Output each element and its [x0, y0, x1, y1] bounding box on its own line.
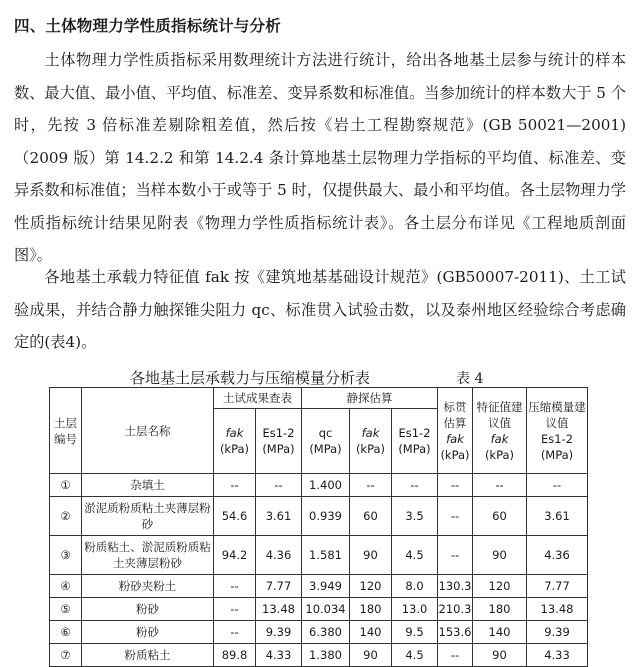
cell-qc: 0.939 — [302, 497, 350, 536]
header-cpt-fak-unit: (kPa) — [355, 442, 386, 456]
cell-lab-es: 13.48 — [256, 598, 302, 621]
cell-rec-es: 3.61 — [527, 497, 588, 536]
header-lab-fak — [214, 409, 256, 474]
header-lab-fak-sym: fak — [225, 426, 244, 440]
header-lab-fak-unit: (kPa) — [219, 442, 250, 456]
header-qc-unit: (MPa) — [309, 442, 342, 456]
cell-cpt-es: 13.0 — [392, 598, 438, 621]
header-lab-group: 土试成果查表 — [214, 388, 302, 409]
cell-layer-no: ② — [50, 497, 82, 536]
cell-lab-es: 9.39 — [256, 621, 302, 644]
table-row — [50, 644, 588, 667]
cell-cpt-es: 4.5 — [392, 644, 438, 667]
cell-rec-fak: 90 — [473, 644, 527, 667]
cell-cpt-fak: -- — [350, 474, 392, 497]
cell-lab-es: -- — [256, 474, 302, 497]
table-number: 表 4 — [456, 371, 484, 387]
cell-layer-name: 粉砂夹粉土 — [82, 575, 214, 598]
header-rec-fak — [473, 388, 527, 474]
cell-cpt-es: -- — [392, 474, 438, 497]
cell-rec-es: -- — [527, 474, 588, 497]
cell-layer-no: ④ — [50, 575, 82, 598]
cell-spt-fak: -- — [438, 497, 473, 536]
section-heading: 四、土体物理力学性质指标统计与分析 — [14, 16, 281, 35]
cell-cpt-es: 3.5 — [392, 497, 438, 536]
cell-rec-es: 4.33 — [527, 644, 588, 667]
cell-layer-name: 淤泥质粉质粘土夹薄层粉砂 — [82, 497, 214, 536]
cell-spt-fak: 153.6 — [438, 621, 473, 644]
cell-rec-es: 9.39 — [527, 621, 588, 644]
cell-rec-fak: -- — [473, 474, 527, 497]
cell-lab-fak: -- — [214, 598, 256, 621]
cell-lab-fak: 54.6 — [214, 497, 256, 536]
cell-cpt-fak: 120 — [350, 575, 392, 598]
header-layer-name: 土层名称 — [82, 388, 214, 474]
cell-rec-fak: 90 — [473, 536, 527, 575]
header-rec-fak-unit: (kPa) — [484, 447, 515, 462]
cell-lab-fak: 94.2 — [214, 536, 256, 575]
cell-cpt-es: 8.0 — [392, 575, 438, 598]
table-row — [50, 474, 588, 497]
cell-lab-es: 7.77 — [256, 575, 302, 598]
cell-layer-no: ③ — [50, 536, 82, 575]
cell-cpt-es: 4.5 — [392, 536, 438, 575]
cell-spt-fak: 210.3 — [438, 598, 473, 621]
header-lab-es — [256, 409, 302, 474]
header-lab-es-unit: (MPa) — [262, 442, 295, 456]
cell-rec-fak: 180 — [473, 598, 527, 621]
cell-qc: 10.034 — [302, 598, 350, 621]
header-spt — [438, 388, 473, 474]
paragraph-statistics-text: 土体物理力学性质指标采用数理统计方法进行统计，给出各地基土层参与统计的样本数、最大值、最小值、平均值、标准差、变异系数和标准值。当参加统计的样本数大于 5 个时，先按 3 倍标准差剔除粗差值，然后按《岩土工程勘察规范》(GB 50021—2001)（2009 版）第 14.2.2 和第 14.2.4 条计算地基土层物理力学指标的平均值、标准差、变异系数和标准值；当样本数小于或等于 5 时，仅提供最大、最小和平均值。各土层物理力学性质指标统计结果见附表《物理力学性质指标统计表》。各土层分布详见《工程地质剖面图》。 — [14, 51, 626, 264]
paragraph-bearing-capacity-text: 各地基土承载力特征值 fak 按《建筑地基基础设计规范》(GB50007-2011)、土工试验成果，并结合静力触探锥尖阻力 qc、标准贯入试验击数，以及泰州地区经验综合考虑确定的(表4)。 — [14, 268, 626, 351]
cell-qc: 1.400 — [302, 474, 350, 497]
cell-cpt-fak: 90 — [350, 536, 392, 575]
cell-cpt-es: 9.5 — [392, 621, 438, 644]
cell-layer-no: ⑥ — [50, 621, 82, 644]
header-lab-es-sym: Es1-2 — [262, 426, 295, 440]
cell-layer-name: 杂填土 — [82, 474, 214, 497]
cell-qc: 1.380 — [302, 644, 350, 667]
header-rec-es-label: 压缩模量建议值 — [528, 399, 586, 430]
cell-layer-name: 粉质粘土、淤泥质粉质粘土夹薄层粉砂 — [82, 536, 214, 575]
table-row — [50, 598, 588, 621]
header-cpt-es — [392, 409, 438, 474]
header-layer-no: 土层编号 — [50, 388, 82, 474]
cell-rec-fak: 120 — [473, 575, 527, 598]
table-title: 各地基土层承载力与压缩模量分析表 — [130, 369, 371, 387]
cell-lab-fak: -- — [214, 621, 256, 644]
cell-lab-fak: -- — [214, 575, 256, 598]
cell-cpt-fak: 60 — [350, 497, 392, 536]
header-cpt-es-unit: (MPa) — [398, 442, 431, 456]
header-qc-sym: qc — [318, 426, 333, 440]
cell-rec-es: 4.36 — [527, 536, 588, 575]
cell-lab-es: 3.61 — [256, 497, 302, 536]
cell-lab-es: 4.36 — [256, 536, 302, 575]
cell-qc: 1.581 — [302, 536, 350, 575]
table-caption — [130, 367, 580, 387]
cell-cpt-fak: 140 — [350, 621, 392, 644]
cell-qc: 6.380 — [302, 621, 350, 644]
cell-lab-fak: 89.8 — [214, 644, 256, 667]
header-rec-fak-sym: fak — [490, 431, 509, 446]
cell-layer-name: 粉砂 — [82, 621, 214, 644]
cell-cpt-fak: 90 — [350, 644, 392, 667]
table-row — [50, 536, 588, 575]
header-spt-label: 标贯估算 — [443, 399, 467, 430]
header-rec-es-sym: Es1-2 — [540, 431, 574, 446]
cell-rec-es: 13.48 — [527, 598, 588, 621]
paragraph-bearing-capacity — [14, 261, 626, 359]
cell-spt-fak: -- — [438, 474, 473, 497]
table-row — [50, 497, 588, 536]
header-rec-fak-label: 特征值建议值 — [476, 399, 523, 430]
cell-cpt-fak: 180 — [350, 598, 392, 621]
header-cpt-es-sym: Es1-2 — [398, 426, 431, 440]
header-rec-es — [527, 388, 588, 474]
cell-qc: 3.949 — [302, 575, 350, 598]
header-spt-sym: fak — [446, 431, 464, 446]
cell-spt-fak: -- — [438, 536, 473, 575]
header-cpt-fak-sym: fak — [361, 426, 380, 440]
header-cpt-group: 静探估算 — [302, 388, 438, 409]
cell-lab-es: 4.33 — [256, 644, 302, 667]
cell-spt-fak: 130.3 — [438, 575, 473, 598]
cell-layer-no: ⑦ — [50, 644, 82, 667]
cell-rec-es: 7.77 — [527, 575, 588, 598]
cell-layer-no: ⑤ — [50, 598, 82, 621]
cell-rec-fak: 140 — [473, 621, 527, 644]
table-row — [50, 621, 588, 644]
header-rec-es-unit: (MPa) — [540, 447, 574, 462]
paragraph-statistics — [14, 44, 626, 272]
cell-rec-fak: 60 — [473, 497, 527, 536]
cell-lab-fak: -- — [214, 474, 256, 497]
cell-layer-name: 粉砂 — [82, 598, 214, 621]
header-spt-unit: (kPa) — [440, 447, 470, 462]
header-qc — [302, 409, 350, 474]
cell-layer-name: 粉质粘土 — [82, 644, 214, 667]
cell-layer-no: ① — [50, 474, 82, 497]
bearing-capacity-table — [49, 387, 588, 667]
header-cpt-fak — [350, 409, 392, 474]
table-row — [50, 575, 588, 598]
cell-spt-fak: -- — [438, 644, 473, 667]
